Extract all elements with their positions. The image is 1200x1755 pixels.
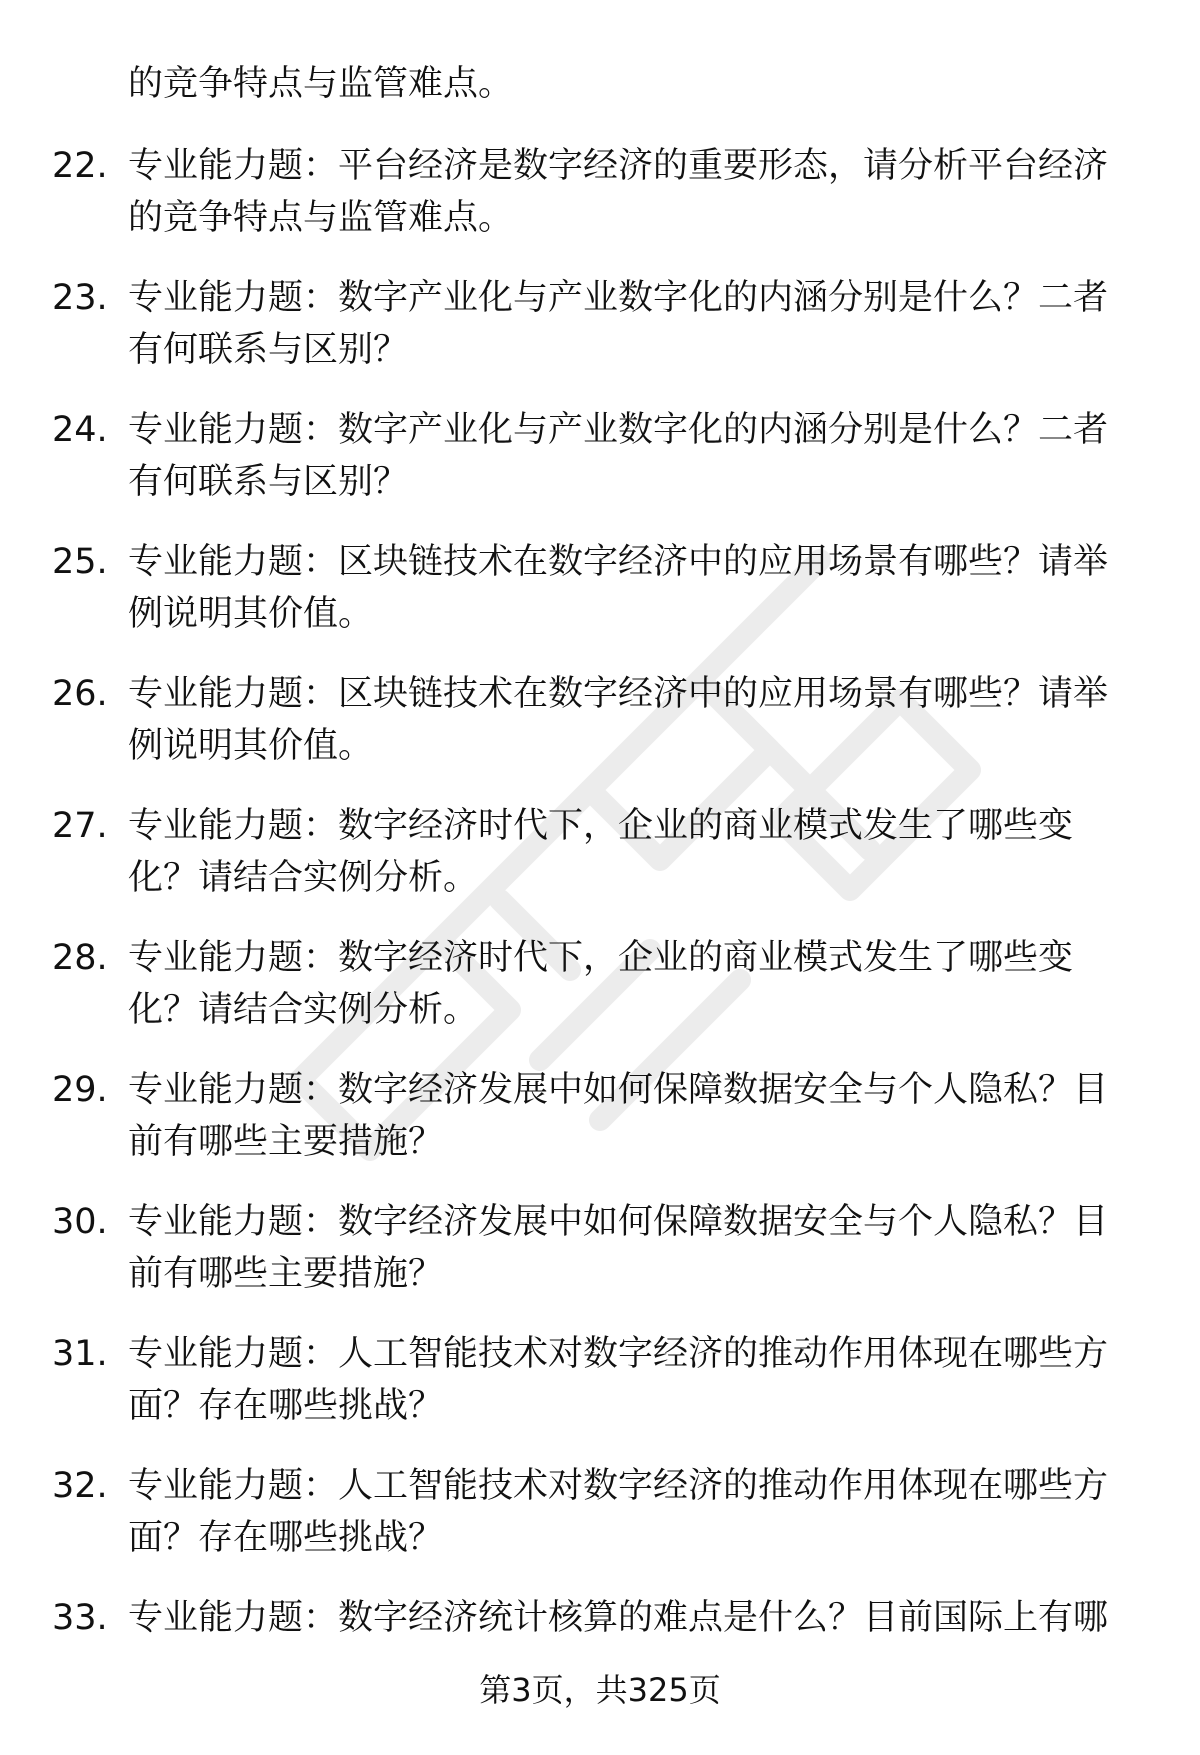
question-text: 专业能力题：人工智能技术对数字经济的推动作用体现在哪些方面？存在哪些挑战？ [128,1334,1109,1426]
question-item [0,800,1200,932]
question-item [0,140,1200,272]
question-text: 专业能力题：区块链技术在数字经济中的应用场景有哪些？请举例说明其价值。 [128,542,1109,634]
question-text: 专业能力题：数字经济时代下，企业的商业模式发生了哪些变化？请结合实例分析。 [128,938,1074,1030]
question-number: 31. [52,1334,108,1374]
question-number: 27. [52,806,108,846]
question-item [0,1328,1200,1460]
question-number: 28. [52,938,108,978]
question-text: 专业能力题：数字经济统计核算的难点是什么？目前国际上有哪 [128,1598,1109,1638]
question-item [0,404,1200,536]
question-number: 29. [52,1070,108,1110]
question-item [0,668,1200,800]
page-footer: 第3页，共325页 [479,1671,721,1709]
question-number: 30. [52,1202,108,1242]
question-item [0,1196,1200,1328]
question-number: 33. [52,1598,108,1638]
question-item [0,272,1200,404]
question-item [0,1460,1200,1592]
question-number: 23. [52,278,108,318]
question-item [0,1064,1200,1196]
question-number: 22. [52,146,108,186]
question-text: 专业能力题：数字产业化与产业数字化的内涵分别是什么？二者有何联系与区别？ [128,410,1109,502]
question-text: 专业能力题：数字经济发展中如何保障数据安全与个人隐私？目前有哪些主要措施？ [128,1202,1109,1294]
question-text: 专业能力题：数字经济时代下，企业的商业模式发生了哪些变化？请结合实例分析。 [128,806,1074,898]
question-list [0,140,1200,1724]
question-text: 专业能力题：数字经济发展中如何保障数据安全与个人隐私？目前有哪些主要措施？ [128,1070,1109,1162]
question-text: 专业能力题：数字产业化与产业数字化的内涵分别是什么？二者有何联系与区别？ [128,278,1109,370]
question-number: 32. [52,1466,108,1506]
question-text: 专业能力题：平台经济是数字经济的重要形态，请分析平台经济的竞争特点与监管难点。 [128,146,1109,238]
question-number: 24. [52,410,108,450]
question-number: 26. [52,674,108,714]
question-text: 专业能力题：人工智能技术对数字经济的推动作用体现在哪些方面？存在哪些挑战？ [128,1466,1109,1558]
question-item [0,536,1200,668]
question-number: 25. [52,542,108,582]
question-item [0,932,1200,1064]
question-text: 专业能力题：区块链技术在数字经济中的应用场景有哪些？请举例说明其价值。 [128,674,1109,766]
continued-question-text: 的竞争特点与监管难点。 [128,64,514,104]
